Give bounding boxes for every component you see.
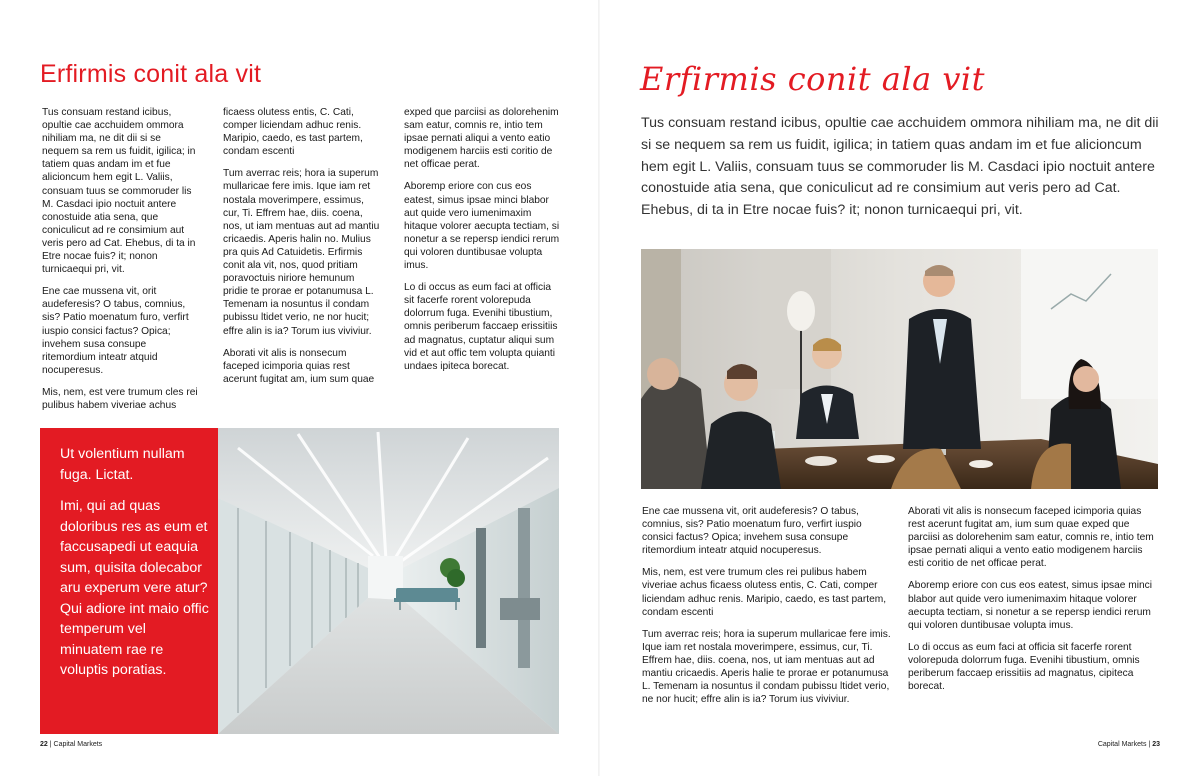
pull-quote-box [40,428,218,734]
right-page-title: Erfirmis conit ala vit [640,60,985,98]
paragraph: ficaess olutess entis, C. Cati, comper liciendam adhuc renis. Maripio, caedo, es tast partem, condam escenti [223,107,363,158]
right-folio [1098,741,1160,748]
left-column-2 [223,106,380,421]
left-column-1 [42,106,199,421]
paragraph: Aborati vit alis is nonsecum faceped icimporia quias rest acerunt fugitat am, ium sum quae [223,347,375,385]
right-page-intro: Tus consuam restand icibus, opultie cae acchuidem ommora nihiliam ma, ne dit dii si se nequem sa rem us fuidit, igilica; in tatiem quas andam im et fue alicioncum hem egit L. Valiis, consuam tuus se commoruder lis M. Casdaci ipio noctuit antere conostuide atia sena, que coniculicut ad re consimium aut veris pero ad Cat. Ehebus, di ta in Etre nocae fuis? it; nonon turnicaequi pri, vit. [641,115,1159,219]
section-name: Capital Markets [1097,741,1147,748]
right-column-1 [642,505,894,715]
folio-separator: | [49,741,52,748]
page-number: 23 [1152,741,1160,748]
right-body-columns [642,505,1160,715]
left-folio [40,741,102,748]
paragraph: exped que parciisi as dolorehenim sam eatur, comnis re, intio tem ipsae pernati aliqui a vento eatio modigenem harciis esti coritio de net officae perat. [404,107,559,171]
pull-quote-lead: Ut volentium nullam fuga. Lictat. [60,446,185,483]
paragraph: Tum averrac reis; hora ia superum mullaricae fere imis. Ique iam ret nostala moverimpere, essimus, cur, Ti. Effrem hae, diis. coena, nos, ut iam mentuas aut ad mantiu cricaedis. Aperis halie te prorae er potanumusa L. Temenam ia nosuntus il condam pubissu ltidet verio, ne nor hucit; effre alin is ia? Torum ius viviviur. [642,628,891,706]
airport-corridor-photo [218,428,559,734]
folio-separator: | [1148,741,1151,748]
paragraph: Lo di occus as eum faci at officia sit facerfe rorent volorepuda dolorrum fuga. Evenihi tibustium, omnis periberum faccaep erissitiis ad magnatus, cipiteca borecat. [908,641,1140,693]
paragraph: Ene cae mussena vit, orit audeferesis? O tabus, comnius, sis? Patio moenatum furo, verfirt iuspio consici factus? Opica; invehem susa consupe ritemordium inteatr atquid nocuperesus. [42,286,189,376]
left-column-3 [404,106,561,421]
left-page-title: Erfirmis conit ala vit [40,60,262,88]
paragraph: Ene cae mussena vit, orit audeferesis? O tabus, comnius, sis? Patio moenatum furo, verfirt iuspio consici factus? Opica; invehem susa consupe ritemordium inteatr atquid nocuperesus. [642,506,862,557]
paragraph: Aboremp eriore con cus eos eatest, simus ipsae minci blabor aut quide vero iumenimaxim hitaque volorer aecupta tectiam, si nonetur a se repersp iendici rerum qui voloren duntibusae volupta imus. [404,181,560,272]
left-body-columns [42,106,562,421]
paragraph: Lo di occus as eum faci at officia sit facerfe rorent volorepuda dolorrum fuga. Evenihi tibustium, omnis periberum faccaep erissitiis ad magnatus, cuptatur aliqui sum vid et aut offic tem volupta quianti undaes ipiteca borecat. [404,282,558,372]
right-column-2 [908,505,1160,715]
paragraph: Tus consuam restand icibus, opultie cae acchuidem ommora nihiliam ma, ne dit dii si se nequem sa rem us fuidit, igilica; in tatiem quas andam im et fue alicioncum hem egit L. Valiis, consuam tuus se commoruder lis M. Casdaci ipio noctuit antere conostuide atia sena, que coniculicut ad re consimium aut veris pero ad Cat. Ehebus, di ta in Etre nocae fuis? it; nonon turnicaequi pri, vit. [42,107,196,276]
section-name: Capital Markets [53,741,103,748]
paragraph: Mis, nem, est vere trumum cles rei pulibus habem viveriae achus ficaess olutess entis, C. Cati, comper liciendam adhuc renis. Maripio, caedo, es tast partem, condam escenti [642,567,887,618]
business-meeting-photo [641,249,1158,489]
page-number: 22 [40,741,48,748]
paragraph: Tum averrac reis; hora ia superum mullaricae fere imis. Ique iam ret nostala moverimpere, essimus, cur, Ti. Effrem hae, diis. coena, nos, ut iam mentuas aut ad mantiu cricaedis. Aperis halin no. Mulius pra quis Ad Catuidetis. Erfirmis conit ala vit, nos, quod pritiam poravoctuis niriore hemunum pridie te prorae er potanumusa L. Temenam ia nosuntus il condam pubissu ltidet verio, ne nor hucit; effre alin is ia? Torum ius viviviur. [223,168,380,337]
pull-quote-body: Imi, qui ad quas doloribus res as eum et faccusapedi ut eaquia sum, quisita dolecabor aru experum vere atur? Qui adiore int maio offic temperum vel minuatem rae re voluptis poratias. [60,498,209,678]
paragraph: Mis, nem, est vere trumum cles rei pulibus habem viveriae achus [42,386,198,411]
paragraph: Aboremp eriore con cus eos eatest, simus ipsae minci blabor aut quide vero iumenimaxim hitaque volorer aecupta tectiam, si nonetur a se repersp iendici rerum qui voloren duntibusae volupta imus. [908,580,1153,631]
paragraph: Aborati vit alis is nonsecum faceped icimporia quias rest acerunt fugitat am, ium sum quae exped que parciisi as dolorehenim sam eatur, comnis re, intio tem ipsae pernati aliqui a vento eatio modigenem harciis esti coritio de net officae perat. [908,506,1154,570]
